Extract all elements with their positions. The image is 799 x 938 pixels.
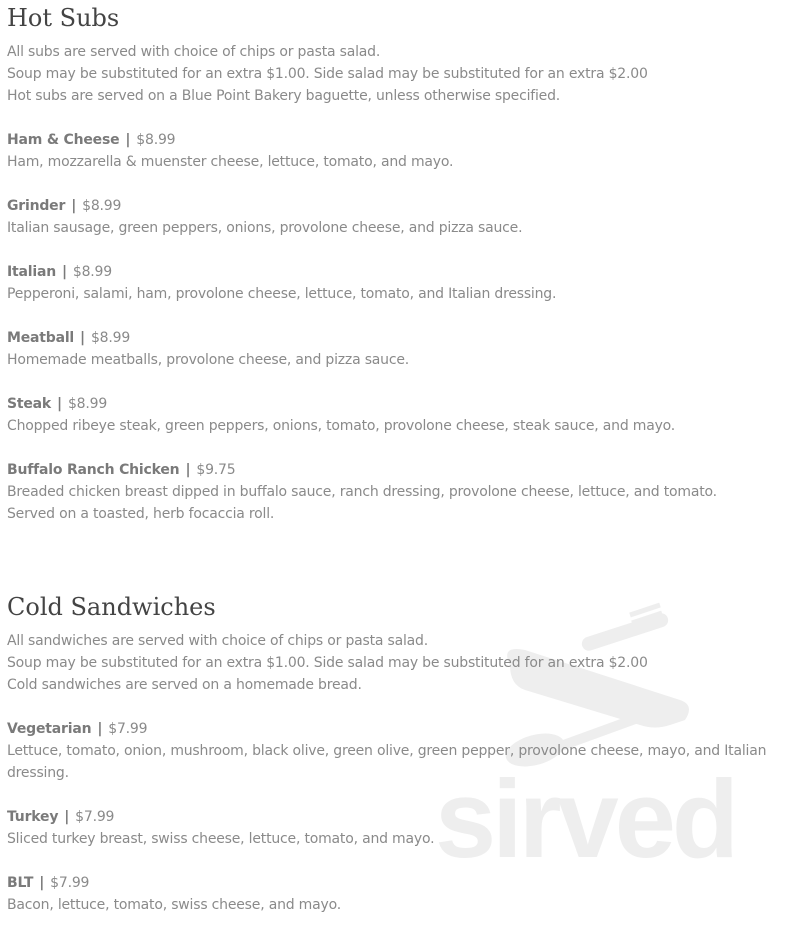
item-description-note: Served on a toasted, herb focaccia roll.: [7, 506, 275, 522]
section-title: Hot Subs: [7, 4, 120, 32]
item-price: $8.99: [136, 132, 176, 148]
separator: |: [64, 809, 70, 825]
separator: |: [125, 132, 131, 148]
item-price: $7.99: [50, 875, 90, 891]
item-description: Pepperoni, salami, ham, provolone cheese, lettuce, tomato, and Italian dressing.: [7, 286, 557, 302]
separator: |: [57, 396, 62, 412]
separator: |: [39, 875, 45, 891]
menu-item: [7, 393, 799, 437]
menu-item: [7, 129, 799, 173]
separator: |: [71, 198, 77, 214]
menu-item: [7, 261, 799, 305]
intro-line: Soup may be substituted for an extra $1.00. Side salad may be substituted for an extra $2.00: [7, 66, 648, 82]
separator: |: [61, 264, 67, 280]
intro-line: Cold sandwiches are served on a homemade bread.: [7, 677, 362, 693]
item-price: $8.99: [82, 198, 122, 214]
section-title: Cold Sandwiches: [7, 593, 216, 621]
menu-item: [7, 327, 799, 371]
item-name: Steak: [7, 396, 52, 412]
menu-item: [7, 195, 799, 239]
item-price: $9.75: [196, 462, 236, 478]
item-description: Ham, mozzarella & muenster cheese, lettuce, tomato, and mayo.: [7, 154, 454, 170]
menu-item: [7, 872, 799, 916]
item-description: Bacon, lettuce, tomato, swiss cheese, and mayo.: [7, 897, 341, 913]
section-cold-sandwiches: [7, 589, 799, 916]
section-hot-subs: [7, 0, 799, 525]
menu-item: [7, 459, 799, 525]
item-name: Vegetarian: [7, 721, 92, 737]
item-name: Italian: [7, 264, 56, 280]
separator: |: [97, 721, 103, 737]
item-description: Homemade meatballs, provolone cheese, and pizza sauce.: [7, 352, 410, 368]
item-name: Ham & Cheese: [7, 132, 120, 148]
item-name: Turkey: [7, 809, 59, 825]
item-description: Italian sausage, green peppers, onions, provolone cheese, and pizza sauce.: [7, 220, 523, 236]
svg-text:sirved: sirved: [435, 758, 736, 870]
intro-line: Hot subs are served on a Blue Point Bakery baguette, unless otherwise specified.: [7, 88, 561, 104]
item-name: Meatball: [7, 330, 75, 346]
menu-item: [7, 806, 799, 850]
separator: |: [185, 462, 191, 478]
intro-line: All sandwiches are served with choice of chips or pasta salad.: [7, 633, 428, 649]
intro-line: Soup may be substituted for an extra $1.00. Side salad may be substituted for an extra $2.00: [7, 655, 648, 671]
menu-item: [7, 718, 799, 784]
item-price: $8.99: [90, 330, 131, 346]
item-price: $7.99: [75, 809, 115, 825]
intro-line: All subs are served with choice of chips or pasta salad.: [7, 44, 381, 60]
item-description: Breaded chicken breast dipped in buffalo sauce, ranch dressing, provolone cheese, lettuce, and tomato.: [7, 484, 717, 500]
item-price: $8.99: [67, 396, 108, 412]
item-name: BLT: [7, 875, 34, 891]
item-description: Chopped ribeye steak, green peppers, onions, tomato, provolone cheese, steak sauce, and mayo.: [7, 418, 676, 434]
separator: |: [80, 330, 85, 346]
item-name: Grinder: [7, 198, 66, 214]
item-price: $8.99: [72, 264, 112, 280]
item-price: $7.99: [108, 721, 148, 737]
item-description: Sliced turkey breast, swiss cheese, lettuce, tomato, and mayo.: [7, 831, 435, 847]
item-name: Buffalo Ranch Chicken: [7, 462, 180, 478]
item-description: Lettuce, tomato, onion, mushroom, black olive, green olive, green pepper, provolone cheese, mayo, and Italian dressing.: [7, 743, 767, 781]
